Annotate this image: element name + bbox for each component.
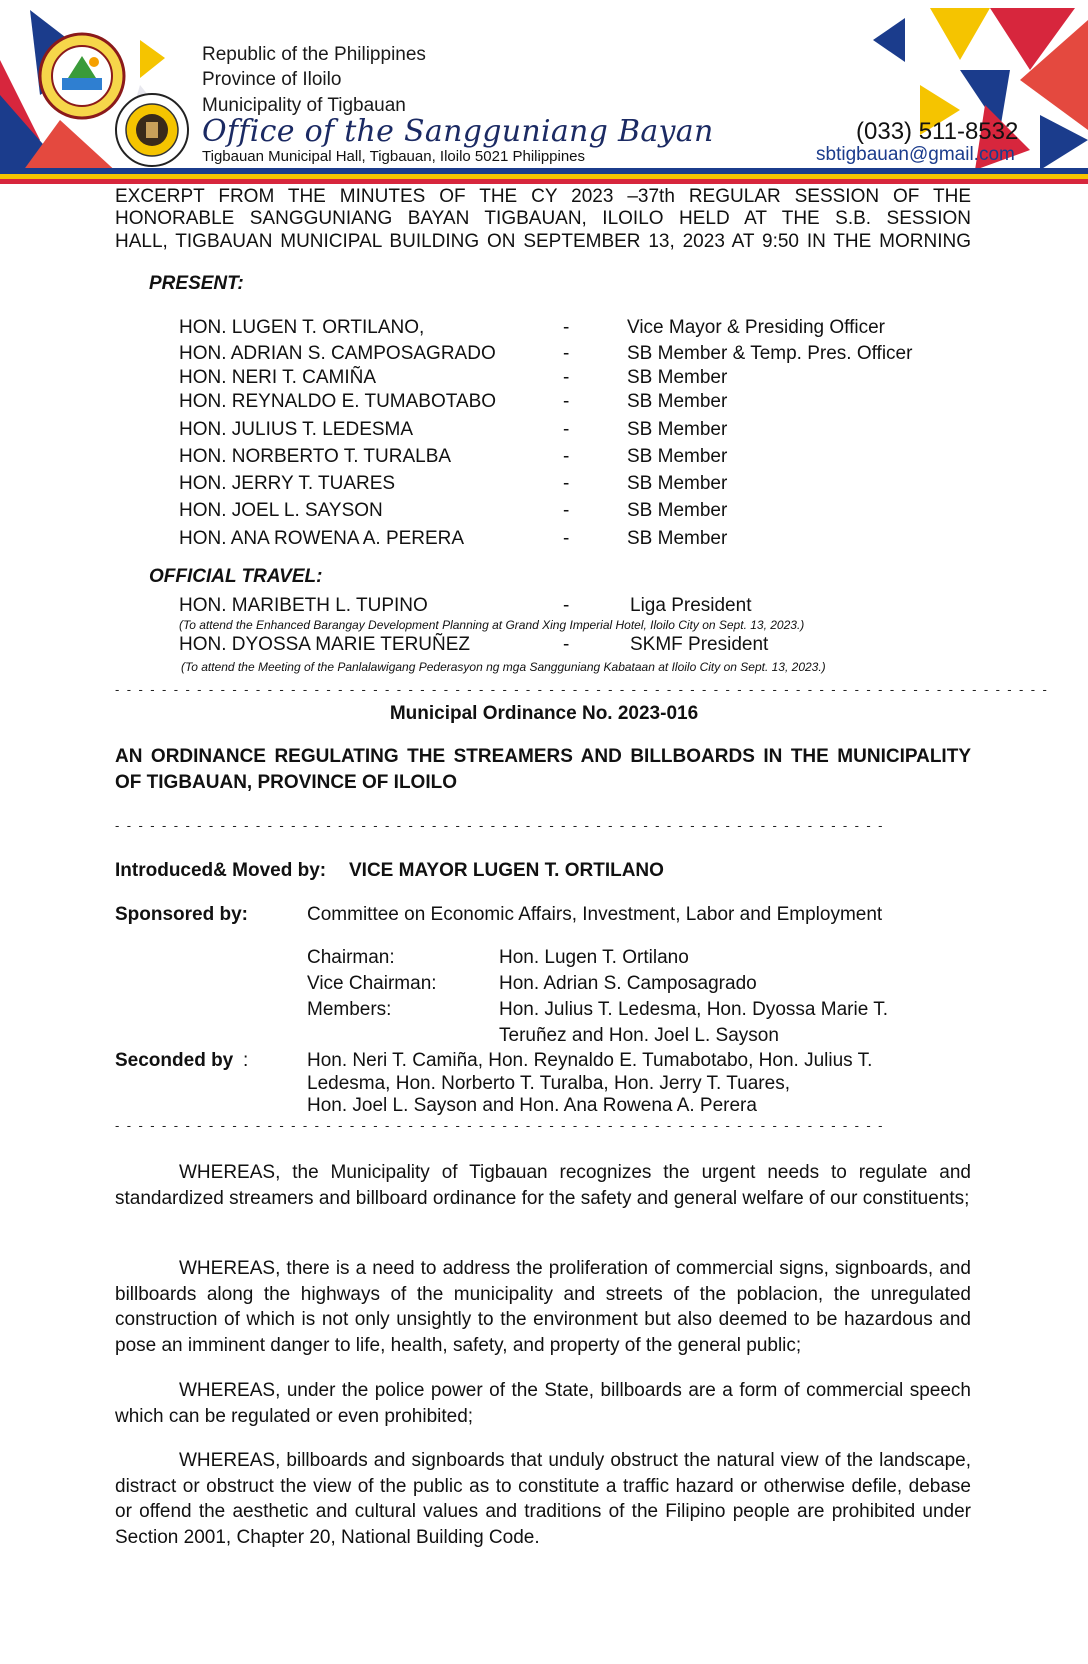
member-role: SB Member: [627, 391, 728, 412]
member-dash: -: [563, 528, 570, 549]
member-name: HON. JULIUS T. LEDESMA: [179, 419, 414, 440]
letterhead: [0, 0, 1088, 190]
municipal-seal-logo: [38, 32, 126, 120]
ordinance-title-line-2: OF TIGBAUAN, PROVINCE OF ILOILO: [115, 772, 457, 793]
whereas-paragraph: [115, 1448, 971, 1550]
vice-chairman-label: Vice Chairman:: [307, 973, 437, 994]
member-dash: -: [563, 473, 570, 494]
introduced-label: Introduced& Moved by:: [115, 860, 327, 881]
header-email[interactable]: sbtigbauan@gmail.com: [816, 144, 1015, 165]
travel-note: (To attend the Meeting of the Panlalawigang Pederasyon ng mga Sangguniang Kabataan at Iloilo City on Sept. 13, 2023.): [181, 660, 826, 674]
travel-heading: OFFICIAL TRAVEL:: [149, 566, 323, 587]
sponsored-value: Committee on Economic Affairs, Investment, Labor and Employment: [307, 904, 883, 925]
seconded-line-2: Ledesma, Hon. Norberto T. Turalba, Hon. Jerry T. Tuares,: [307, 1073, 790, 1094]
seconded-colon: :: [243, 1050, 249, 1071]
member-dash: -: [563, 500, 570, 521]
ordinance-title-line-1: AN ORDINANCE REGULATING THE STREAMERS AND BILLBOARDS IN THE MUNICIPALITY: [115, 746, 971, 767]
ordinance-number: Municipal Ordinance No. 2023-016: [389, 703, 699, 724]
member-name: HON. JERRY T. TUARES: [179, 473, 396, 494]
sanggunian-seal-logo: [114, 92, 190, 168]
deco-triangle: [140, 40, 165, 78]
member-dash: -: [563, 446, 570, 467]
whereas-paragraph: [115, 1160, 971, 1211]
member-role: SB Member & Temp. Pres. Officer: [627, 343, 913, 364]
sponsored-label: Sponsored by:: [115, 904, 249, 925]
member-role: SB Member: [627, 500, 728, 521]
travel-member-dash: -: [563, 634, 570, 655]
member-dash: -: [563, 343, 570, 364]
travel-member-dash: -: [563, 595, 570, 616]
header-address: Tigbauan Municipal Hall, Tigbauan, Iloilo 5021 Philippines: [202, 148, 586, 165]
introduced-value: VICE MAYOR LUGEN T. ORTILANO: [349, 860, 664, 881]
whereas-text: WHEREAS, under the police power of the State, billboards are a form of commercial speech which can be regulated or even prohibited;: [115, 1380, 971, 1427]
seconded-line-3: Hon. Joel L. Sayson and Hon. Ana Rowena A. Perera: [307, 1095, 757, 1116]
deco-triangle: [930, 8, 990, 60]
member-name: HON. NORBERTO T. TURALBA: [179, 446, 452, 467]
whereas-text: WHEREAS, the Municipality of Tigbauan recognizes the urgent needs to regulate and standardized streamers and billboard ordinance for the safety and general welfare of our constituents;: [115, 1162, 971, 1209]
member-dash: -: [563, 419, 570, 440]
chairman-value: Hon. Lugen T. Ortilano: [499, 947, 689, 968]
divider-dashes: - - - - - - - - - - - - - - - - - - - - - - - - - - - - - - - - - - - - - - - - - - - - - - - - - - - - - - - - - - - - - - - - - - - - - - - - - - - - - - - -: [115, 682, 1049, 697]
member-name: HON. JOEL L. SAYSON: [179, 500, 383, 521]
member-role: Vice Mayor & Presiding Officer: [627, 317, 886, 338]
travel-note: (To attend the Enhanced Barangay Development Planning at Grand Xing Imperial Hotel, Iloilo City on Sept. 13, 2023.): [179, 618, 805, 632]
divider-dashes: - - - - - - - - - - - - - - - - - - - - - - - - - - - - - - - - - - - - - - - - - - - - - - - - - - - - - - - - - - - - - - - - - -: [115, 1118, 885, 1133]
travel-member-role: Liga President: [630, 595, 752, 616]
header-municipality: Municipality of Tigbauan: [202, 95, 406, 116]
whereas-paragraph: [115, 1378, 971, 1429]
member-name: HON. REYNALDO E. TUMABOTABO: [179, 391, 497, 412]
member-name: HON. ANA ROWENA A. PERERA: [179, 528, 465, 549]
members-value-line-1: Hon. Julius T. Ledesma, Hon. Dyossa Marie T.: [499, 999, 888, 1020]
member-dash: -: [563, 367, 570, 388]
member-name: HON. NERI T. CAMIÑA: [179, 367, 377, 388]
travel-member-role: SKMF President: [630, 634, 769, 655]
member-dash: -: [563, 391, 570, 412]
member-dash: -: [563, 317, 570, 338]
seconded-line-1: Hon. Neri T. Camiña, Hon. Reynaldo E. Tumabotabo, Hon. Julius T.: [307, 1050, 873, 1071]
travel-member-name: HON. DYOSSA MARIE TERUÑEZ: [179, 634, 471, 655]
member-role: SB Member: [627, 473, 728, 494]
seconded-label: Seconded by: [115, 1050, 234, 1071]
deco-stripe-blue: [0, 168, 1088, 174]
member-role: SB Member: [627, 528, 728, 549]
header-phone: (033) 511-8532: [856, 118, 1019, 145]
chairman-label: Chairman:: [307, 947, 395, 968]
member-role: SB Member: [627, 446, 728, 467]
members-label: Members:: [307, 999, 392, 1020]
deco-stripe-red: [0, 179, 1088, 184]
header-republic: Republic of the Philippines: [202, 44, 426, 65]
member-role: SB Member: [627, 367, 728, 388]
excerpt-line-1: EXCERPT FROM THE MINUTES OF THE CY 2023 –37th REGULAR SESSION OF THE: [115, 186, 971, 207]
travel-member-name: HON. MARIBETH L. TUPINO: [179, 595, 428, 616]
vice-chairman-value: Hon. Adrian S. Camposagrado: [499, 973, 757, 994]
member-name: HON. LUGEN T. ORTILANO,: [179, 317, 425, 338]
whereas-paragraph: [115, 1256, 971, 1358]
member-name: HON. ADRIAN S. CAMPOSAGRADO: [179, 343, 496, 364]
divider-dashes: - - - - - - - - - - - - - - - - - - - - - - - - - - - - - - - - - - - - - - - - - - - - - - - - - - - - - - - - - - - - - - - - - -: [115, 818, 885, 833]
present-heading: PRESENT:: [149, 273, 244, 294]
office-title: Office of the Sangguniang Bayan: [202, 114, 714, 149]
deco-triangle: [873, 18, 905, 62]
whereas-text: WHEREAS, billboards and signboards that unduly obstruct the natural view of the landscape, distract or obstruct the view of the public as to constitute a traffic hazard or otherwise defile, debase or offend the aesthetic and cultural values and traditions of the Filipino people are prohibited under Section 2001, Chapter 20, National Building Code.: [115, 1450, 971, 1548]
excerpt-line-3: HALL, TIGBAUAN MUNICIPAL BUILDING ON SEPTEMBER 13, 2023 AT 9:50 IN THE MORNING: [115, 231, 971, 252]
excerpt-line-2: HONORABLE SANGGUNIANG BAYAN TIGBAUAN, ILOILO HELD AT THE S.B. SESSION: [115, 208, 971, 229]
member-role: SB Member: [627, 419, 728, 440]
whereas-text: WHEREAS, there is a need to address the proliferation of commercial signs, signboards, and billboards along the highways of the municipality and streets of the poblacion, the unregulated construction of which is not only unsightly to the environment but also deemed to be hazardous and pose an imminent danger to life, health, safety, and property of the general public;: [115, 1258, 971, 1356]
deco-stripe-yellow: [0, 174, 1088, 179]
members-value-line-2: Teruñez and Hon. Joel L. Sayson: [499, 1025, 779, 1046]
header-province: Province of Iloilo: [202, 69, 342, 90]
